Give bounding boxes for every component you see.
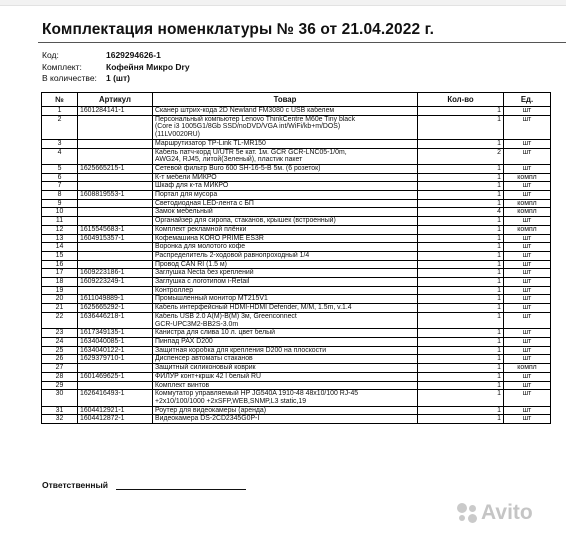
row-quantity: 1 [418, 381, 504, 390]
row-number: 5 [42, 164, 78, 173]
row-number: 9 [42, 199, 78, 208]
row-goods: Кабель USB 2.0 A(M)-B(M) 3м, Greenconnect GCR-UPC3M2-BB2S-3.0m [153, 312, 418, 328]
row-quantity: 1 [418, 278, 504, 287]
responsible-label: Ответственный [42, 480, 109, 490]
table-row [42, 355, 551, 364]
row-number: 2 [42, 115, 78, 139]
row-quantity: 1 [418, 372, 504, 381]
row-number: 1 [42, 107, 78, 116]
row-goods: Кабель интерфейсный HDMI-HDMI Defender, M/M, 1.5m, v.1.4 [153, 304, 418, 313]
table-row [42, 278, 551, 287]
row-number: 16 [42, 260, 78, 269]
row-goods: Роутер для видеокамеры (аренда) [153, 406, 418, 415]
row-article: 1625665215-1 [78, 164, 153, 173]
row-article: 1634040122-1 [78, 346, 153, 355]
row-article [78, 199, 153, 208]
row-article: 1615545683-1 [78, 225, 153, 234]
row-goods: Кабель патч-корд U/UTR 5е кат. 1м. GCR GCR-LNC05-1/0m, AWG24, RJ45, литой(Зеленый), пластик пакет [153, 148, 418, 164]
row-goods: Канистра для слива 10 л. цвет белый [153, 329, 418, 338]
row-goods: Контроллер [153, 286, 418, 295]
row-unit: компл [504, 199, 551, 208]
row-unit: шт [504, 182, 551, 191]
row-quantity: 1 [418, 269, 504, 278]
meta-quantity [42, 73, 130, 83]
row-quantity: 1 [418, 164, 504, 173]
table-row [42, 139, 551, 148]
row-article: 1604412921-1 [78, 406, 153, 415]
row-goods: Защитная коробка для крепления D200 на плоскости [153, 346, 418, 355]
row-goods: Сканер штрих-кода 2D Newland FM3080 с USB кабелем [153, 107, 418, 116]
row-quantity: 1 [418, 191, 504, 200]
row-goods: К-т мебели МИКРО [153, 173, 418, 182]
row-article: 1636446218-1 [78, 312, 153, 328]
row-number: 32 [42, 415, 78, 424]
row-article [78, 381, 153, 390]
table-row [42, 329, 551, 338]
row-unit: шт [504, 355, 551, 364]
table-row [42, 372, 551, 381]
row-unit: шт [504, 304, 551, 313]
row-number: 3 [42, 139, 78, 148]
row-quantity: 1 [418, 346, 504, 355]
table-row [42, 286, 551, 295]
row-unit: шт [504, 381, 551, 390]
row-article [78, 217, 153, 226]
row-goods: Комплект винтов [153, 381, 418, 390]
row-quantity: 1 [418, 251, 504, 260]
row-article [78, 286, 153, 295]
row-number: 6 [42, 173, 78, 182]
row-article [78, 139, 153, 148]
table-header-row [42, 93, 551, 107]
row-unit: шт [504, 164, 551, 173]
row-article: 1604915357-1 [78, 234, 153, 243]
row-article: 1617349135-1 [78, 329, 153, 338]
row-goods: Маршрутизатор TP-Link TL-MR150 [153, 139, 418, 148]
row-goods: Промышленный монитор MT215V1 [153, 295, 418, 304]
row-article: 1626416493-1 [78, 390, 153, 406]
row-number: 28 [42, 372, 78, 381]
set-value: Кофейня Микро Dry [106, 62, 190, 72]
column-header-article: Артикул [78, 93, 153, 107]
row-number: 22 [42, 312, 78, 328]
row-number: 8 [42, 191, 78, 200]
row-number: 29 [42, 381, 78, 390]
code-value: 1629294626-1 [106, 50, 161, 60]
row-goods: Диспенсер автоматы стаканов [153, 355, 418, 364]
table-row [42, 182, 551, 191]
row-unit: шт [504, 295, 551, 304]
row-number: 10 [42, 208, 78, 217]
row-goods: Органайзер для сиропа, стаканов, крышек (встроенный) [153, 217, 418, 226]
row-article [78, 173, 153, 182]
table-row [42, 337, 551, 346]
row-quantity: 1 [418, 260, 504, 269]
row-number: 21 [42, 304, 78, 313]
row-number: 13 [42, 234, 78, 243]
row-number: 27 [42, 364, 78, 373]
row-goods: Коммутатор управляемый HP JG540A 1910-48 48x10/100 RJ-45 +2x10/100/1000 +2xSFP,WEB,SNMP,L3 static,19 [153, 390, 418, 406]
table-row [42, 234, 551, 243]
row-quantity: 1 [418, 107, 504, 116]
row-quantity: 1 [418, 295, 504, 304]
row-number: 14 [42, 243, 78, 252]
row-quantity: 1 [418, 225, 504, 234]
table-row [42, 260, 551, 269]
row-quantity: 1 [418, 234, 504, 243]
table-row [42, 390, 551, 406]
row-quantity: 1 [418, 390, 504, 406]
row-goods: Светодиодная LED-лента с БП [153, 199, 418, 208]
code-label: Код: [42, 50, 59, 60]
row-quantity: 1 [418, 337, 504, 346]
row-article: 1601469625-1 [78, 372, 153, 381]
row-unit: компл [504, 225, 551, 234]
table-row [42, 406, 551, 415]
row-number: 24 [42, 337, 78, 346]
row-unit: шт [504, 337, 551, 346]
table-row [42, 148, 551, 164]
row-number: 18 [42, 278, 78, 287]
row-article: 1611049889-1 [78, 295, 153, 304]
row-goods: Замок мебельный [153, 208, 418, 217]
row-quantity: 1 [418, 217, 504, 226]
row-article: 1634040085-1 [78, 337, 153, 346]
row-quantity: 1 [418, 286, 504, 295]
row-quantity: 1 [418, 115, 504, 139]
row-number: 31 [42, 406, 78, 415]
table-row [42, 208, 551, 217]
avito-watermark [456, 501, 533, 525]
row-goods: Персональный компьютер Lenovo ThinkCentre M60e Tiny black (Core i3 1005G1/8Gb SSD/noDVD/VGA int/WiFi/kb+m/DOS) (11LV0020RU) [153, 115, 418, 139]
row-unit: шт [504, 251, 551, 260]
row-article [78, 260, 153, 269]
column-header-num: № [42, 93, 78, 107]
row-unit: шт [504, 243, 551, 252]
row-quantity: 1 [418, 364, 504, 373]
row-article: 1625665292-1 [78, 304, 153, 313]
row-number: 26 [42, 355, 78, 364]
row-quantity: 1 [418, 415, 504, 424]
row-unit: шт [504, 139, 551, 148]
table-row [42, 269, 551, 278]
row-unit: шт [504, 107, 551, 116]
row-number: 17 [42, 269, 78, 278]
row-unit: шт [504, 234, 551, 243]
row-number: 7 [42, 182, 78, 191]
row-goods: Пинпад PAX D200 [153, 337, 418, 346]
row-goods: Сетевой фильтр Buro 600 SH-16-5-B 5м. (6 розеток) [153, 164, 418, 173]
table-row [42, 415, 551, 424]
row-goods: Видеокамера DS-2CD2345G0P-I [153, 415, 418, 424]
row-article: 1609223249-1 [78, 278, 153, 287]
row-number: 25 [42, 346, 78, 355]
table-row [42, 251, 551, 260]
row-unit: шт [504, 269, 551, 278]
row-unit: компл [504, 173, 551, 182]
row-quantity: 1 [418, 304, 504, 313]
row-unit: шт [504, 406, 551, 415]
row-goods: Заглушка с логотипом i-Retail [153, 278, 418, 287]
row-unit: шт [504, 148, 551, 164]
row-quantity: 1 [418, 173, 504, 182]
row-goods: Кофемашина KORO PRIME ES3R [153, 234, 418, 243]
row-goods: Портал для мусора [153, 191, 418, 200]
table-row [42, 173, 551, 182]
row-number: 11 [42, 217, 78, 226]
table-row [42, 115, 551, 139]
title-divider [38, 42, 566, 43]
row-article: 1608819553-1 [78, 191, 153, 200]
row-article [78, 182, 153, 191]
table-body [42, 107, 551, 424]
row-article [78, 251, 153, 260]
row-goods: Защитный силиконовый коврик [153, 364, 418, 373]
row-quantity: 1 [418, 243, 504, 252]
document-title: Комплектация номенклатуры № 36 от 21.04.2022 г. [42, 21, 434, 38]
row-unit: шт [504, 191, 551, 200]
row-unit: шт [504, 390, 551, 406]
column-header-goods: Товар [153, 93, 418, 107]
row-article: 1609223186-1 [78, 269, 153, 278]
row-number: 19 [42, 286, 78, 295]
row-unit: шт [504, 217, 551, 226]
table-row [42, 164, 551, 173]
table-row [42, 312, 551, 328]
table-row [42, 217, 551, 226]
row-quantity: 1 [418, 406, 504, 415]
row-goods: Комплект рекламной плёнки [153, 225, 418, 234]
table-row [42, 364, 551, 373]
top-edge [0, 0, 566, 6]
table-row [42, 107, 551, 116]
row-unit: компл [504, 208, 551, 217]
set-label: Комплект: [42, 62, 82, 72]
row-unit: шт [504, 278, 551, 287]
row-goods: Провод CAN RI (1.5 м) [153, 260, 418, 269]
row-unit: шт [504, 260, 551, 269]
column-header-unit: Ед. [504, 93, 551, 107]
row-article [78, 364, 153, 373]
table-row [42, 243, 551, 252]
meta-code [42, 50, 161, 60]
row-number: 12 [42, 225, 78, 234]
row-quantity: 1 [418, 199, 504, 208]
row-number: 4 [42, 148, 78, 164]
row-unit: шт [504, 372, 551, 381]
table-row [42, 304, 551, 313]
row-unit: шт [504, 329, 551, 338]
row-unit: шт [504, 346, 551, 355]
row-quantity: 4 [418, 208, 504, 217]
row-goods: Распределитель 2-ходовой равнопроходный 1/4 [153, 251, 418, 260]
row-article [78, 148, 153, 164]
quantity-value: 1 (шт) [106, 73, 130, 83]
row-number: 30 [42, 390, 78, 406]
quantity-label: В количестве: [42, 73, 97, 83]
row-unit: шт [504, 415, 551, 424]
row-article: 1601284141-1 [78, 107, 153, 116]
row-article: 1604412872-1 [78, 415, 153, 424]
avito-logo-icon [456, 502, 478, 524]
row-unit: шт [504, 312, 551, 328]
row-quantity: 1 [418, 182, 504, 191]
row-unit: шт [504, 286, 551, 295]
row-quantity: 1 [418, 329, 504, 338]
row-unit: шт [504, 115, 551, 139]
watermark-text: Avito [481, 501, 533, 524]
row-article [78, 243, 153, 252]
row-article [78, 115, 153, 139]
row-quantity: 1 [418, 355, 504, 364]
row-article [78, 208, 153, 217]
row-goods: Заглушка Necta без креплений [153, 269, 418, 278]
table-row [42, 199, 551, 208]
row-number: 20 [42, 295, 78, 304]
row-quantity: 1 [418, 139, 504, 148]
table-row [42, 295, 551, 304]
row-number: 15 [42, 251, 78, 260]
row-quantity: 2 [418, 148, 504, 164]
table-row [42, 381, 551, 390]
row-goods: Воронка для молотого кофе [153, 243, 418, 252]
table-row [42, 191, 551, 200]
column-header-qty: Кол-во [418, 93, 504, 107]
row-goods: ФИЛУР конт+кршк 42 l белый RU [153, 372, 418, 381]
row-quantity: 1 [418, 312, 504, 328]
row-number: 23 [42, 329, 78, 338]
table-row [42, 346, 551, 355]
row-article: 1629379710-1 [78, 355, 153, 364]
row-goods: Шкаф для к-та МИКРО [153, 182, 418, 191]
table-row [42, 225, 551, 234]
signature-line [116, 489, 246, 490]
items-table [41, 92, 551, 424]
meta-set [42, 62, 190, 72]
row-unit: компл [504, 364, 551, 373]
